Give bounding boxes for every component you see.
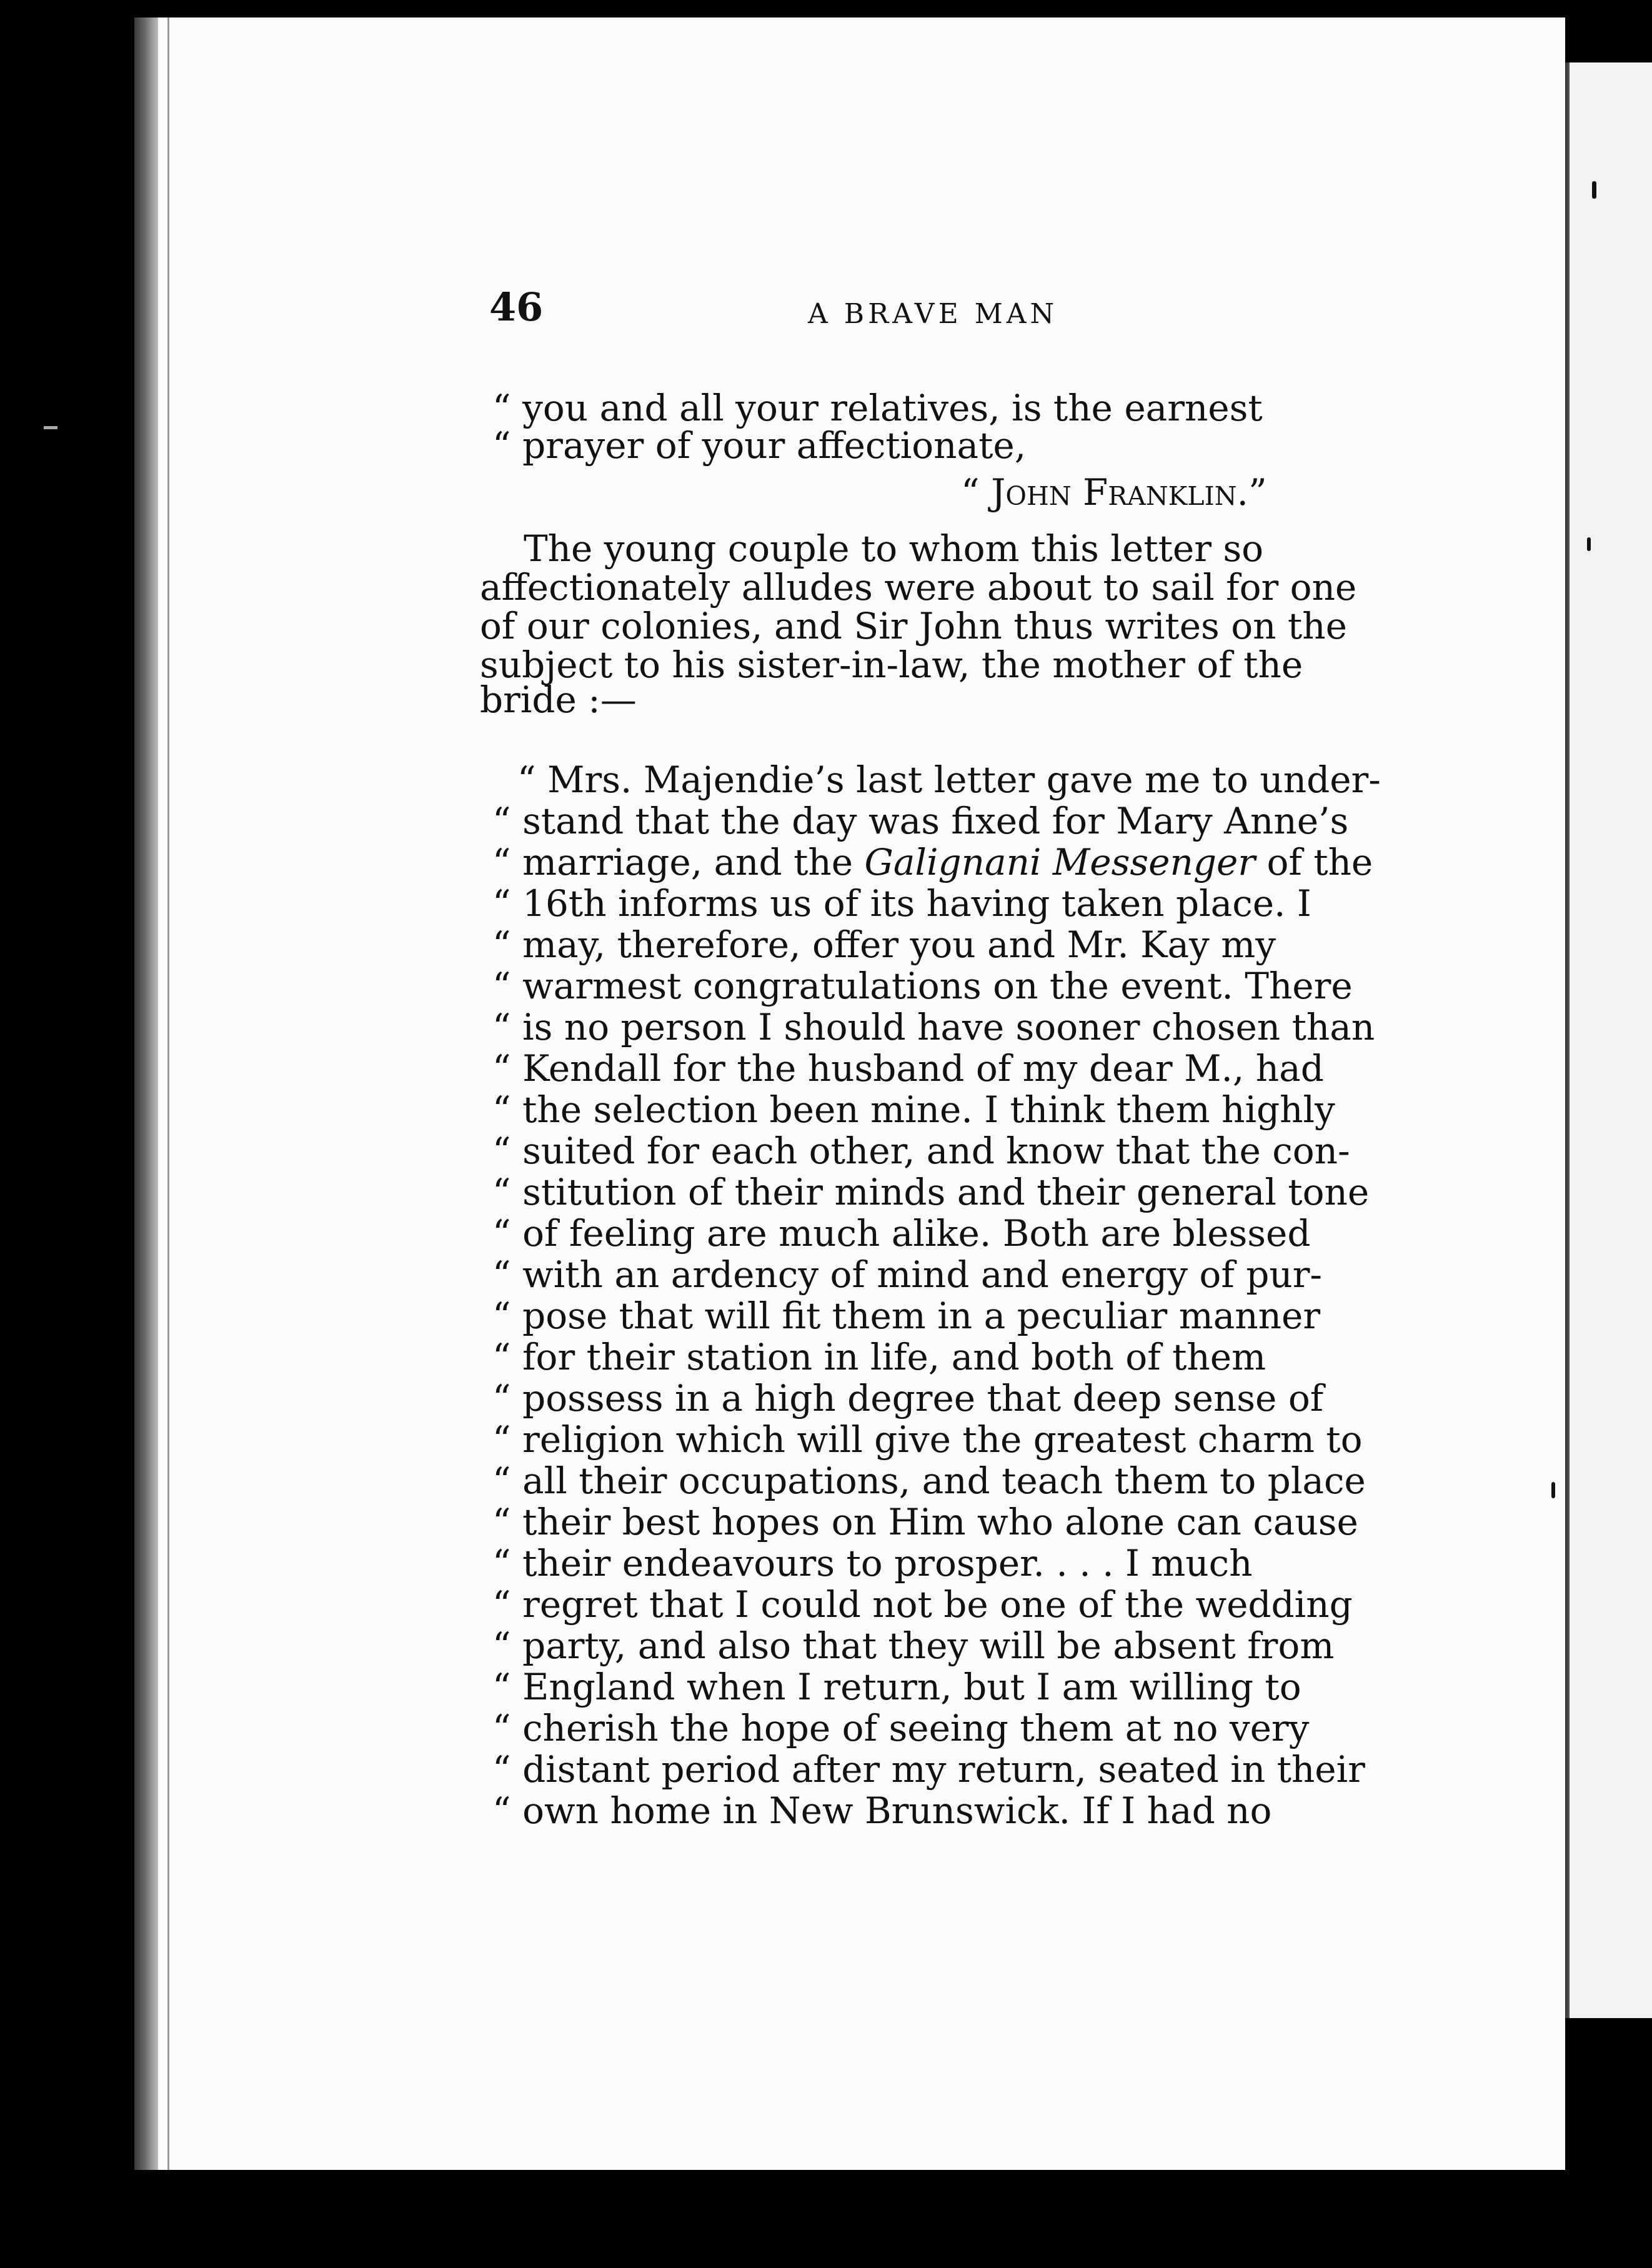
text-line: of our colonies, and Sir John thus writes on the bbox=[480, 605, 1347, 647]
facing-page bbox=[1570, 62, 1652, 2018]
text-line: “ for their station in life, and both of them bbox=[492, 1336, 1266, 1378]
text-line: affectionately alludes were about to sail for one bbox=[480, 566, 1357, 609]
text-line: “ 16th informs us of its having taken place. I bbox=[492, 882, 1311, 925]
text-line: “ Mrs. Majendie’s last letter gave me to under- bbox=[517, 758, 1381, 801]
newspaper-title: Galignani Messenger bbox=[864, 841, 1256, 883]
margin-ink-mark bbox=[1592, 181, 1596, 199]
page-number: 46 bbox=[489, 284, 544, 330]
text-line: “ may, therefore, offer you and Mr. Kay my bbox=[492, 923, 1276, 966]
text-line: “ warmest congratulations on the event. There bbox=[492, 965, 1353, 1007]
text-segment: of the bbox=[1255, 841, 1373, 883]
signature bbox=[961, 472, 1267, 513]
text-line: “ suited for each other, and know that the con- bbox=[492, 1130, 1350, 1172]
text-line: The young couple to whom this letter so bbox=[524, 527, 1264, 570]
margin-ink-mark bbox=[1551, 1482, 1555, 1498]
text-line: “ regret that I could not be one of the wedding bbox=[492, 1583, 1353, 1626]
signature-text: “ John Franklin.” bbox=[961, 471, 1267, 514]
text-line: “ you and all your relatives, is the earnest bbox=[492, 387, 1263, 429]
text-line: bride :— bbox=[480, 679, 637, 721]
text-line: “ the selection been mine. I think them highly bbox=[492, 1088, 1335, 1131]
running-head bbox=[489, 284, 1361, 341]
margin-ink-mark bbox=[1587, 537, 1591, 551]
text-line: subject to his sister-in-law, the mother of the bbox=[480, 644, 1303, 686]
text-line: “ of feeling are much alike. Both are blessed bbox=[492, 1212, 1311, 1255]
text-line: “ is no person I should have sooner chosen than bbox=[492, 1006, 1375, 1048]
text-line: “ own home in New Brunswick. If I had no bbox=[492, 1789, 1272, 1832]
text-line: “ England when I return, but I am willing to bbox=[492, 1666, 1301, 1708]
page-edge-line bbox=[167, 17, 169, 2170]
margin-tick-mark bbox=[44, 426, 57, 429]
text-line: “ pose that will fit them in a peculiar manner bbox=[492, 1295, 1321, 1337]
text-line: “ possess in a high degree that deep sense of bbox=[492, 1377, 1324, 1420]
text-line: “ cherish the hope of seeing them at no very bbox=[492, 1707, 1310, 1749]
text-line: “ all their occupations, and teach them to place bbox=[492, 1460, 1366, 1502]
text-line: “ Kendall for the husband of my dear M., had bbox=[492, 1047, 1324, 1090]
page-gutter-shadow bbox=[134, 17, 158, 2170]
text-line: “ prayer of your affectionate, bbox=[492, 424, 1027, 467]
text-line: “ their endeavours to prosper. . . . I much bbox=[492, 1542, 1253, 1584]
running-title: A BRAVE MAN bbox=[808, 298, 1058, 330]
text-line: “ stitution of their minds and their general tone bbox=[492, 1171, 1370, 1213]
text-line: “ their best hopes on Him who alone can cause bbox=[492, 1501, 1358, 1543]
text-line: “ stand that the day was fixed for Mary Anne’s bbox=[492, 800, 1349, 842]
text-segment: “ marriage, and the bbox=[492, 841, 865, 883]
text-line: “ with an ardency of mind and energy of pur- bbox=[492, 1253, 1323, 1296]
text-line: “ religion which will give the greatest charm to bbox=[492, 1418, 1363, 1461]
text-line: “ distant period after my return, seated in their bbox=[492, 1748, 1365, 1791]
text-line: “ party, and also that they will be absent from bbox=[492, 1624, 1335, 1667]
text-line-italic-title bbox=[492, 842, 1373, 883]
